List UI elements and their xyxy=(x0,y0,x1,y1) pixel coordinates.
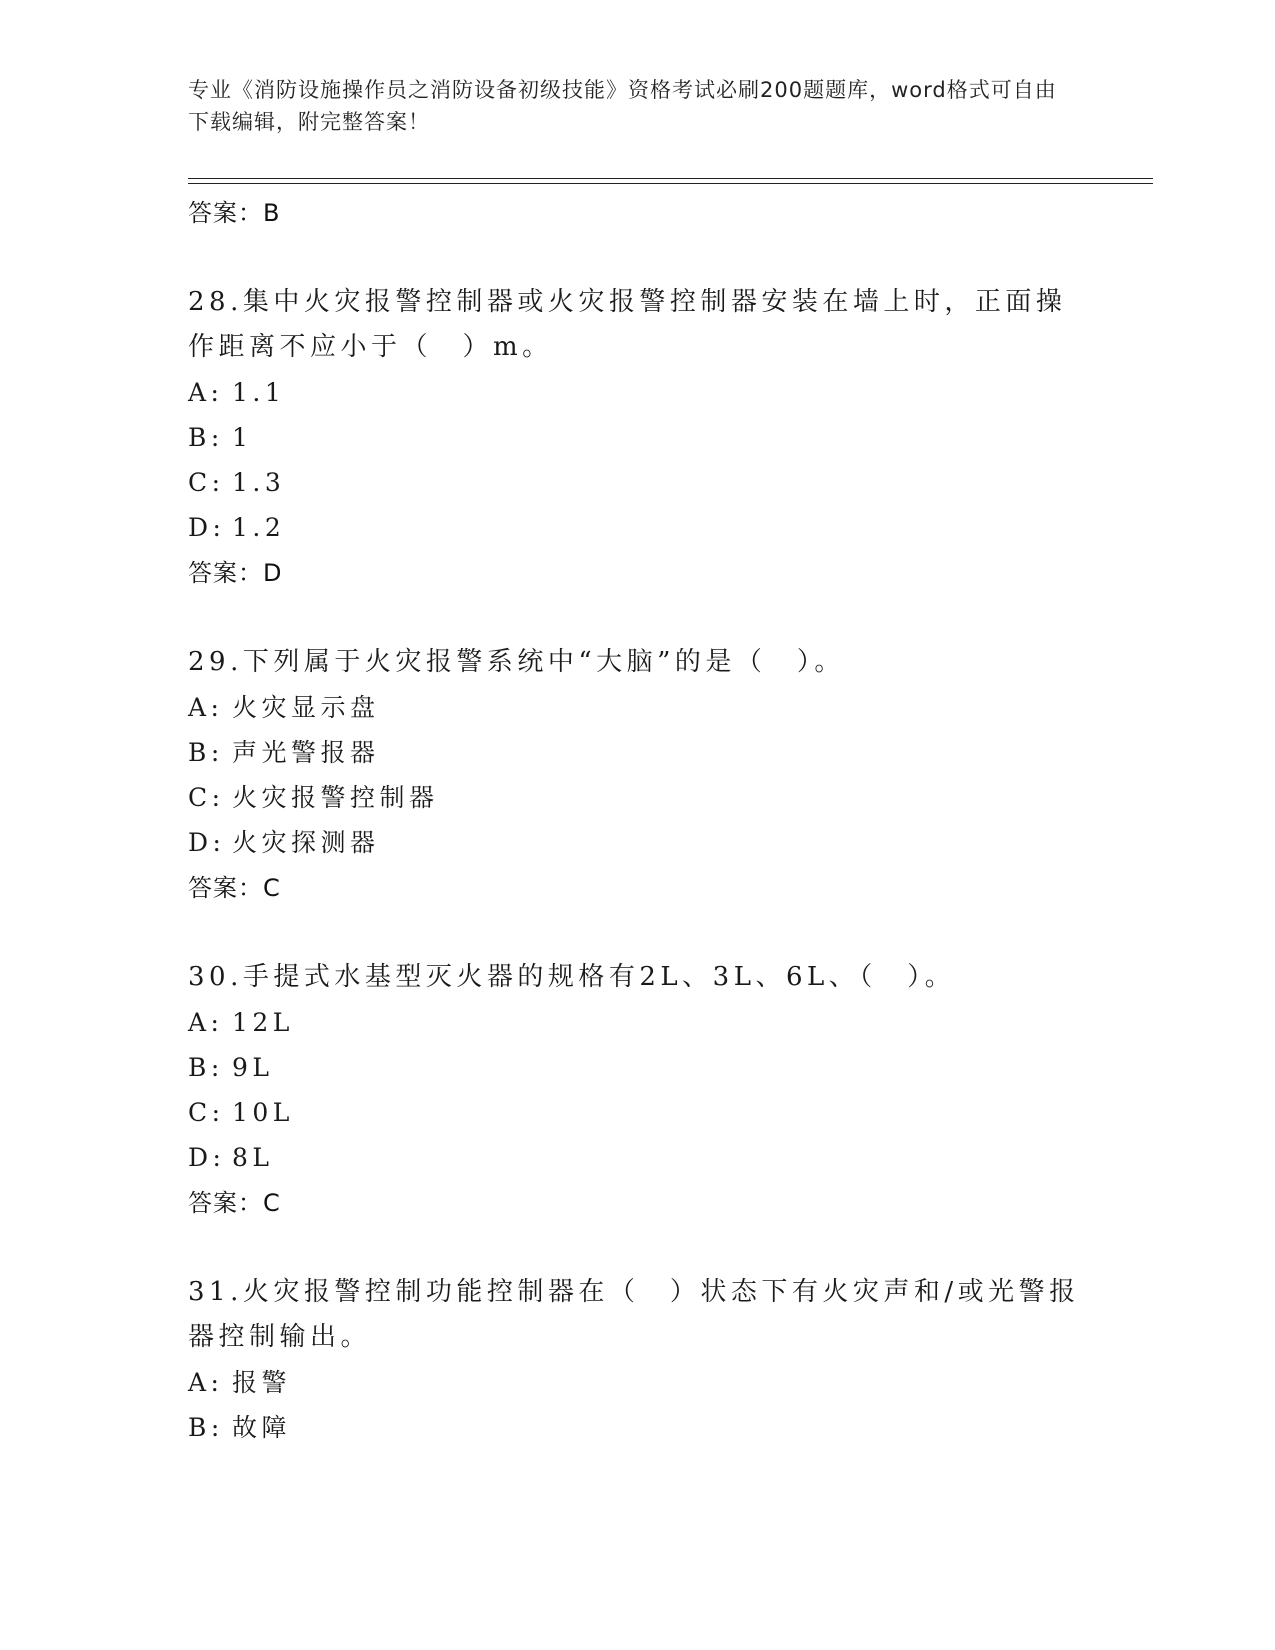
answer-label: 答案： xyxy=(188,874,263,902)
option-a xyxy=(188,1000,1088,1045)
spacer xyxy=(188,236,1088,280)
option-key: B: xyxy=(188,1413,224,1442)
option-key: C: xyxy=(188,783,225,812)
answer-value: C xyxy=(263,874,281,902)
answer-label: 答案： xyxy=(188,1189,263,1217)
option-text: 报警 xyxy=(232,1368,292,1397)
option-key: A: xyxy=(188,1008,224,1037)
option-text: 声光警报器 xyxy=(232,738,380,767)
document-intro: 专业《消防设施操作员之消防设备初级技能》资格考试必刷200题题库，word格式可自由下载编辑，附完整答案！ xyxy=(188,78,1057,134)
option-key: C: xyxy=(188,468,225,497)
question-text: 28.集中火灾报警控制器或火灾报警控制器安装在墙上时，正面操作距离不应小于（ ）m。 xyxy=(188,287,1067,362)
option-key: D: xyxy=(188,828,226,857)
option-text: 12L xyxy=(232,1008,294,1037)
answer-value: C xyxy=(263,1189,281,1217)
option-text: 火灾报警控制器 xyxy=(232,783,439,812)
option-c xyxy=(188,1090,1088,1135)
answer-line xyxy=(188,865,1088,911)
option-b xyxy=(188,730,1088,775)
spacer xyxy=(188,1226,1088,1270)
option-b xyxy=(188,1045,1088,1090)
option-d xyxy=(188,820,1088,865)
option-text: 故障 xyxy=(232,1413,292,1442)
header-divider-top xyxy=(188,178,1153,179)
option-key: A: xyxy=(188,693,224,722)
answer-label: 答案： xyxy=(188,199,263,227)
option-a xyxy=(188,1360,1088,1405)
option-text: 1.3 xyxy=(232,468,286,497)
spacer xyxy=(188,596,1088,640)
option-key: D: xyxy=(188,513,226,542)
option-key: B: xyxy=(188,423,224,452)
option-text: 火灾探测器 xyxy=(232,828,380,857)
answer-line xyxy=(188,550,1088,596)
option-text: 9L xyxy=(232,1053,274,1082)
question-text: 30.手提式水基型灭火器的规格有2L、3L、6L、（ ）。 xyxy=(188,962,956,992)
option-key: B: xyxy=(188,1053,224,1082)
option-a xyxy=(188,685,1088,730)
option-text: 1.1 xyxy=(232,378,286,407)
question-text: 31.火灾报警控制功能控制器在（ ）状态下有火灾声和/或光警报器控制输出。 xyxy=(188,1277,1080,1352)
spacer xyxy=(188,911,1088,955)
answer-value: D xyxy=(263,559,283,587)
option-b xyxy=(188,415,1088,460)
option-text: 8L xyxy=(232,1143,274,1172)
option-a xyxy=(188,370,1088,415)
option-d xyxy=(188,505,1088,550)
option-key: C: xyxy=(188,1098,225,1127)
answer-line xyxy=(188,1180,1088,1226)
option-key: D: xyxy=(188,1143,226,1172)
option-text: 1 xyxy=(232,423,253,452)
answer-line xyxy=(188,190,1088,236)
option-b xyxy=(188,1405,1088,1450)
option-key: A: xyxy=(188,1368,224,1397)
answer-value: B xyxy=(263,199,281,227)
question-text: 29.下列属于火灾报警系统中“大脑”的是（ ）。 xyxy=(188,647,845,677)
question-list xyxy=(188,190,1088,1450)
option-key: B: xyxy=(188,738,224,767)
option-c xyxy=(188,460,1088,505)
option-c xyxy=(188,775,1088,820)
option-key: A: xyxy=(188,378,224,407)
answer-label: 答案： xyxy=(188,559,263,587)
option-text: 火灾显示盘 xyxy=(232,693,380,722)
header-divider-bottom xyxy=(188,183,1153,184)
option-text: 1.2 xyxy=(232,513,286,542)
option-text: 10L xyxy=(232,1098,294,1127)
option-d xyxy=(188,1135,1088,1180)
